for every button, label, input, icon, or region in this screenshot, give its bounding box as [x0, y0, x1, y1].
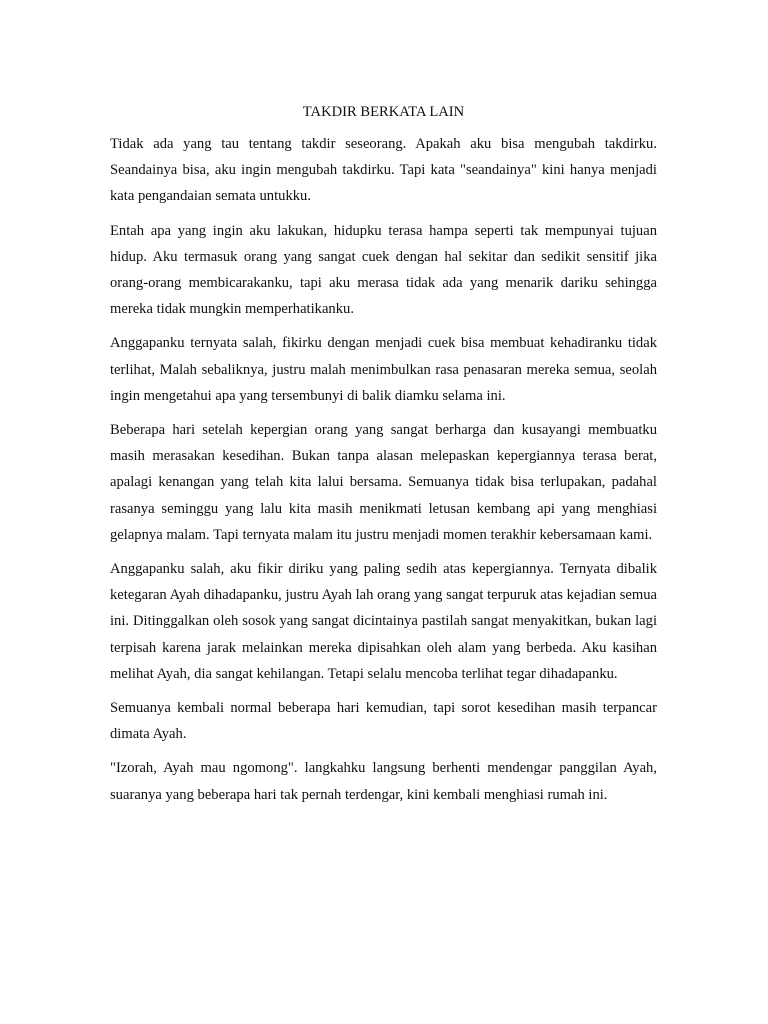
paragraph-2: Entah apa yang ingin aku lakukan, hidupku terasa hampa seperti tak mempunyai tujuan hidup. Aku termasuk orang yang sangat cuek dengan hal sekitar dan sedikit sensitif jika orang-orang membicarakanku, tapi aku merasa tidak ada yang menarik dariku sehingga mereka tidak mungkin memperhatikanku.	[110, 222, 657, 318]
paragraph-6: Semuanya kembali normal beberapa hari kemudian, tapi sorot kesedihan masih terpancar dimata Ayah.	[110, 700, 657, 743]
paragraph-7: "Izorah, Ayah mau ngomong". langkahku langsung berhenti mendengar panggilan Ayah, suaranya yang beberapa hari tak pernah terdengar, kini kembali menghiasi rumah ini.	[110, 760, 657, 803]
document-body	[110, 99, 657, 816]
document-title: TAKDIR BERKATA LAIN	[302, 104, 465, 120]
paragraph-5: Anggapanku salah, aku fikir diriku yang paling sedih atas kepergiannya. Ternyata dibalik ketegaran Ayah dihadapanku, justru Ayah lah orang yang sangat terpuruk atas kejadian semua ini. Ditinggalkan oleh sosok yang sangat dicintainya pastilah sangat menyakitkan, bukan lagi terpisah karena jarak melainkan mereka dipisahkan oleh alam yang berbeda. Aku kasihan melihat Ayah, dia sangat kehilangan. Tetapi selalu mencoba terlihat tegar dihadapanku.	[110, 561, 657, 682]
paragraph-3: Anggapanku ternyata salah, fikirku dengan menjadi cuek bisa membuat kehadiranku tidak terlihat, Malah sebaliknya, justru malah menimbulkan rasa penasaran mereka semua, seolah ingin mengetahui apa yang tersembunyi di balik diamku selama ini.	[110, 335, 657, 404]
paragraph-1: Tidak ada yang tau tentang takdir seseorang. Apakah aku bisa mengubah takdirku. Seandainya bisa, aku ingin mengubah takdirku. Tapi kata "seandainya" kini hanya menjadi kata pengandaian semata untukku.	[110, 136, 657, 205]
paragraph-4: Beberapa hari setelah kepergian orang yang sangat berharga dan kusayangi membuatku masih merasakan kesedihan. Bukan tanpa alasan melepaskan kepergiannya terasa berat, apalagi kenangan yang telah kita lalui bersama. Semuanya tidak bisa terlupakan, padahal rasanya seminggu yang lalu kita masih menikmati letusan kembang api yang menghiasi gelapnya malam. Tapi ternyata malam itu justru menjadi momen terakhir kebersamaan kami.	[110, 422, 657, 543]
